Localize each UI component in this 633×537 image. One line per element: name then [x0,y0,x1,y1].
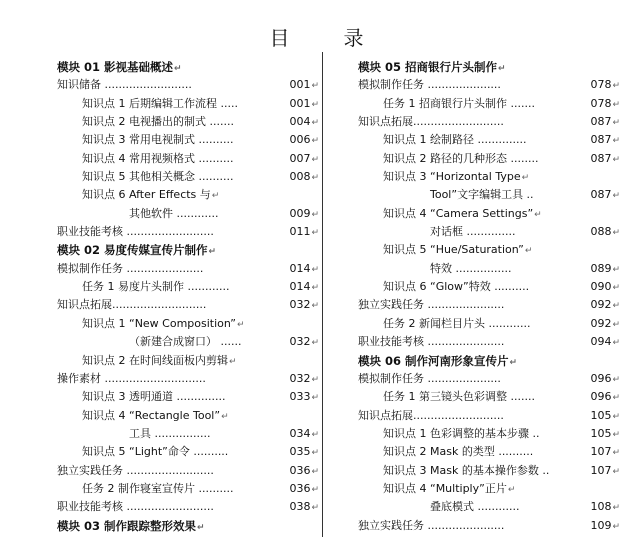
page-number-text: 089 [590,261,612,275]
toc-entry-text: 知识点 2 电视播出的制式 ....... [82,115,234,129]
toc-page-number [590,517,620,536]
paragraph-mark-icon: ↵ [612,338,620,349]
paragraph-mark-icon: ↵ [311,118,319,129]
toc-entry-text: 知识点 5 “Hue/Saturation” [383,243,524,257]
toc-page-number [289,131,319,150]
toc-entry-text: 任务 1 招商银行片头制作 ....... [383,96,535,110]
toc-entry-text: 独立实践任务 ...................... [358,298,505,312]
toc-entry-text: 知识点 3 透明通道 .............. [82,390,226,404]
paragraph-mark-icon: ↵ [612,136,620,147]
toc-entry [358,407,620,425]
toc-entry-text: 知识点 1 后期编辑工作流程 ..... [82,96,238,110]
toc-entry [358,186,620,204]
paragraph-mark-icon: ↵ [311,283,319,294]
toc-entry [57,407,319,425]
toc-entry-text: 特效 ................ [430,261,512,275]
paragraph-mark-icon: ↵ [612,374,620,385]
toc-entry [358,462,620,480]
toc-entry-text: 对话框 .............. [430,225,516,239]
toc-entry-text: 知识点拓展........................... [57,298,207,312]
toc-page-number [289,498,319,517]
toc-entry [57,443,319,461]
toc-entry [358,315,620,333]
paragraph-mark-icon: ↵ [509,357,518,368]
page-number-text: 092 [590,316,612,330]
page-number-text: 004 [289,115,311,129]
toc-entry [57,168,319,186]
paragraph-mark-icon: ↵ [612,81,620,92]
toc-entry [358,241,620,259]
toc-entry [358,131,620,149]
toc-entry [358,76,620,94]
toc-entry [57,260,319,278]
page-number-text: 007 [289,151,311,165]
toc-page-number [289,278,319,297]
paragraph-mark-icon: ↵ [612,301,620,312]
toc-page-number [289,480,319,499]
toc-page-number [590,150,620,169]
toc-entry-text: 模拟制作任务 ...................... [57,261,204,275]
page-number-text: 038 [289,500,311,514]
toc-page-number [590,498,620,517]
toc-entry [57,388,319,406]
toc-entry-text: 知识储备 ......................... [57,78,192,92]
paragraph-mark-icon: ↵ [612,118,620,129]
toc-entry [358,95,620,113]
toc-module-heading [57,58,319,76]
toc-entry-text: 模拟制作任务 ..................... [358,78,501,92]
page-number-text: 107 [590,463,612,477]
toc-entry [358,278,620,296]
toc-entry [358,480,620,498]
toc-entry-text: 知识点 4 “Rectangle Tool” [82,408,221,422]
toc-entry [57,278,319,296]
page-number-text: 014 [289,261,311,275]
paragraph-mark-icon: ↵ [612,99,620,110]
toc-entry-text: 知识点 1 色彩调整的基本步骤 .. [383,426,540,440]
toc-entry-text: 模块 01 影视基础概述 [57,60,174,74]
page-number-text: 096 [590,371,612,385]
paragraph-mark-icon: ↵ [311,173,319,184]
toc-entry [57,352,319,370]
toc-entry-text: Tool”文字编辑工具 .. [430,188,534,202]
toc-left-column [57,58,319,535]
toc-entry-text: 知识点 2 Mask 的类型 .......... [383,445,534,459]
toc-entry [358,388,620,406]
toc-entry-text: 知识点 4 “Camera Settings” [383,206,534,220]
toc-page-number [289,205,319,224]
toc-entry-text: 模块 06 制作河南形象宣传片 [358,353,509,368]
toc-entry-text: 独立实践任务 ......................... [57,463,214,477]
paragraph-mark-icon: ↵ [208,247,217,258]
paragraph-mark-icon: ↵ [524,246,533,257]
title-part-1: 目 [269,26,290,50]
toc-entry [358,168,620,186]
paragraph-mark-icon: ↵ [612,191,620,202]
page-number-text: 036 [289,463,311,477]
toc-entry [57,315,319,333]
toc-page-number [289,370,319,389]
toc-entry [358,425,620,443]
toc-page-number [289,260,319,279]
toc-page-number [289,333,319,352]
toc-entry-text: 知识点 3 Mask 的基本操作参数 .. [383,463,550,477]
paragraph-mark-icon: ↵ [211,191,220,202]
toc-page-number [590,425,620,444]
toc-module-heading [57,241,319,259]
toc-entry-text: 模块 05 招商银行片头制作 [358,60,498,74]
toc-entry-text: 知识点 3 “Horizontal Type [383,170,521,184]
toc-page-number [590,407,620,426]
toc-entry [358,333,620,351]
paragraph-mark-icon: ↵ [311,338,319,349]
page-number-text: 036 [289,481,311,495]
toc-entry [358,260,620,278]
toc-page-number [590,113,620,132]
toc-page-number [590,296,620,315]
page-number-text: 035 [289,445,311,459]
paragraph-mark-icon: ↵ [174,64,182,74]
toc-entry-text: 任务 1 易度片头制作 ............ [82,280,230,294]
paragraph-mark-icon: ↵ [311,448,319,459]
toc-entry [358,205,620,223]
page-number-text: 087 [590,188,612,202]
toc-entry [57,205,319,223]
toc-entry-text: 知识点 6 After Effects 与 [82,188,211,202]
toc-entry [358,150,620,168]
paragraph-mark-icon: ↵ [311,393,319,404]
paragraph-mark-icon: ↵ [311,228,319,239]
page-number-text: 087 [590,151,612,165]
toc-page-number [590,76,620,95]
toc-entry [358,296,620,314]
paragraph-mark-icon: ↵ [311,466,319,477]
paragraph-mark-icon: ↵ [311,81,319,92]
toc-entry [57,296,319,314]
toc-module-heading [358,58,620,76]
paragraph-mark-icon: ↵ [612,448,620,459]
toc-entry-text: （新建合成窗口） ...... [129,335,242,349]
toc-entry-text: 任务 2 新闻栏目片头 ............ [383,316,531,330]
page-number-text: 001 [289,78,311,92]
toc-entry [358,498,620,516]
toc-page-number [289,223,319,242]
paragraph-mark-icon: ↵ [612,283,620,294]
toc-entry-text: 叠底模式 ............ [430,500,520,514]
page-number-text: 033 [289,390,311,404]
toc-entry-text: 操作素材 ............................. [57,371,206,385]
page-number-text: 087 [590,133,612,147]
toc-entry-text: 知识点 5 其他相关概念 .......... [82,170,234,184]
paragraph-mark-icon: ↵ [612,228,620,239]
paragraph-mark-icon: ↵ [221,411,229,422]
paragraph-mark-icon: ↵ [311,264,319,275]
paragraph-mark-icon: ↵ [612,154,620,165]
toc-entry [358,443,620,461]
toc-page-number [590,333,620,352]
paragraph-mark-icon: ↵ [612,429,620,440]
paragraph-mark-icon: ↵ [311,374,319,385]
paragraph-mark-icon: ↵ [197,522,205,533]
paragraph-mark-icon: ↵ [507,484,516,495]
paragraph-mark-icon: ↵ [612,521,620,532]
toc-page-number [289,443,319,462]
toc-module-heading [57,517,319,535]
page-number-text: 090 [590,280,612,294]
toc-entry-text: 知识点拓展.......................... [358,408,504,422]
toc-entry-text: 知识点 2 在时间线面板内剪辑 [82,353,228,367]
toc-entry-text: 职业技能考核 ......................... [57,225,214,239]
toc-page-number [289,150,319,169]
toc-entry-text: 知识点 6 “Glow”特效 .......... [383,280,530,294]
toc-entry-text: 模块 02 易度传媒宣传片制作 [57,243,208,258]
toc-entry [358,517,620,535]
paragraph-mark-icon: ↵ [236,319,245,330]
toc-entry [57,113,319,131]
toc-entry-text: 模拟制作任务 ..................... [358,371,501,385]
paragraph-mark-icon: ↵ [311,429,319,440]
toc-page-number [289,95,319,114]
toc-entry [57,480,319,498]
toc-entry-text: 工具 ................ [129,426,211,440]
page-number-text: 032 [289,335,311,349]
toc-entry [57,370,319,388]
toc-page-number [289,388,319,407]
title-part-2: 录 [343,26,364,50]
page-number-text: 105 [590,426,612,440]
toc-entry-text: 知识点 2 路径的几种形态 ........ [383,151,539,165]
toc-page-number [289,113,319,132]
toc-right-column [358,58,620,535]
toc-entry-text: 知识点 1 “New Composition” [82,316,236,330]
page-number-text: 006 [289,133,311,147]
toc-page-number [590,223,620,242]
paragraph-mark-icon: ↵ [612,264,620,275]
page-number-text: 088 [590,225,612,239]
paragraph-mark-icon: ↵ [311,99,319,110]
toc-page-number [289,296,319,315]
paragraph-mark-icon: ↵ [612,503,620,514]
toc-entry [57,223,319,241]
page-number-text: 109 [590,518,612,532]
paragraph-mark-icon: ↵ [311,301,319,312]
paragraph-mark-icon: ↵ [612,393,620,404]
page-number-text: 107 [590,445,612,459]
page-number-text: 078 [590,96,612,110]
toc-entry-text: 模块 03 制作跟踪整形效果 [57,518,197,533]
toc-page-number [590,95,620,114]
toc-page-number [590,388,620,407]
column-divider [322,52,323,537]
toc-entry-text: 知识点 4 常用视频格式 .......... [82,151,234,165]
toc-entry [358,370,620,388]
toc-page-number [289,462,319,481]
page-number-text: 014 [289,280,311,294]
page-number-text: 011 [289,225,311,239]
page-number-text: 108 [590,500,612,514]
toc-entry [57,462,319,480]
paragraph-mark-icon: ↵ [521,173,530,184]
page-number-text: 008 [289,170,311,184]
paragraph-mark-icon: ↵ [311,503,319,514]
toc-page-number [590,462,620,481]
toc-entry-text: 任务 1 第三镜头色彩调整 ....... [383,390,535,404]
toc-page-number [590,260,620,279]
paragraph-mark-icon: ↵ [498,64,506,74]
page-number-text: 087 [590,115,612,129]
toc-entry [57,150,319,168]
toc-page-number [289,425,319,444]
page-number-text: 032 [289,298,311,312]
toc-entry [57,131,319,149]
toc-entry-text: 职业技能考核 ......................... [57,500,214,514]
paragraph-mark-icon: ↵ [534,209,542,220]
toc-entry-text: 独立实践任务 ...................... [358,518,505,532]
page-title [0,22,633,51]
toc-entry [57,186,319,204]
toc-page-number [590,443,620,462]
toc-page-number [590,278,620,297]
page-number-text: 105 [590,408,612,422]
toc-page-number [590,315,620,334]
paragraph-mark-icon: ↵ [612,411,620,422]
toc-entry-text: 其他软件 ............ [129,206,219,220]
toc-page-number [289,168,319,187]
toc-page-number [590,186,620,205]
toc-entry [358,113,620,131]
page-number-text: 092 [590,298,612,312]
paragraph-mark-icon: ↵ [229,356,237,367]
toc-page-number [590,131,620,150]
toc-entry [57,498,319,516]
toc-entry-text: 知识点 4 “Multiply”正片 [383,481,507,495]
paragraph-mark-icon: ↵ [311,154,319,165]
paragraph-mark-icon: ↵ [311,136,319,147]
toc-entry-text: 知识点 5 “Light”命令 .......... [82,445,229,459]
page-number-text: 009 [289,206,311,220]
toc-entry [57,76,319,94]
paragraph-mark-icon: ↵ [311,209,319,220]
toc-entry-text: 知识点 3 常用电视制式 .......... [82,133,234,147]
toc-entry-text: 任务 2 制作寝室宣传片 .......... [82,481,234,495]
toc-entry [57,333,319,351]
toc-entry [358,223,620,241]
page-number-text: 096 [590,390,612,404]
toc-page-number [590,370,620,389]
page-number-text: 034 [289,426,311,440]
page-number-text: 078 [590,78,612,92]
toc-entry-text: 知识点拓展.......................... [358,115,504,129]
page-number-text: 032 [289,371,311,385]
toc-entry-text: 职业技能考核 ...................... [358,335,505,349]
toc-module-heading [358,352,620,370]
paragraph-mark-icon: ↵ [612,319,620,330]
toc-entry [57,425,319,443]
paragraph-mark-icon: ↵ [612,466,620,477]
toc-page-number [289,76,319,95]
paragraph-mark-icon: ↵ [311,484,319,495]
toc-entry [57,95,319,113]
toc-entry-text: 知识点 1 绘制路径 .............. [383,133,527,147]
page-number-text: 001 [289,96,311,110]
page-number-text: 094 [590,335,612,349]
